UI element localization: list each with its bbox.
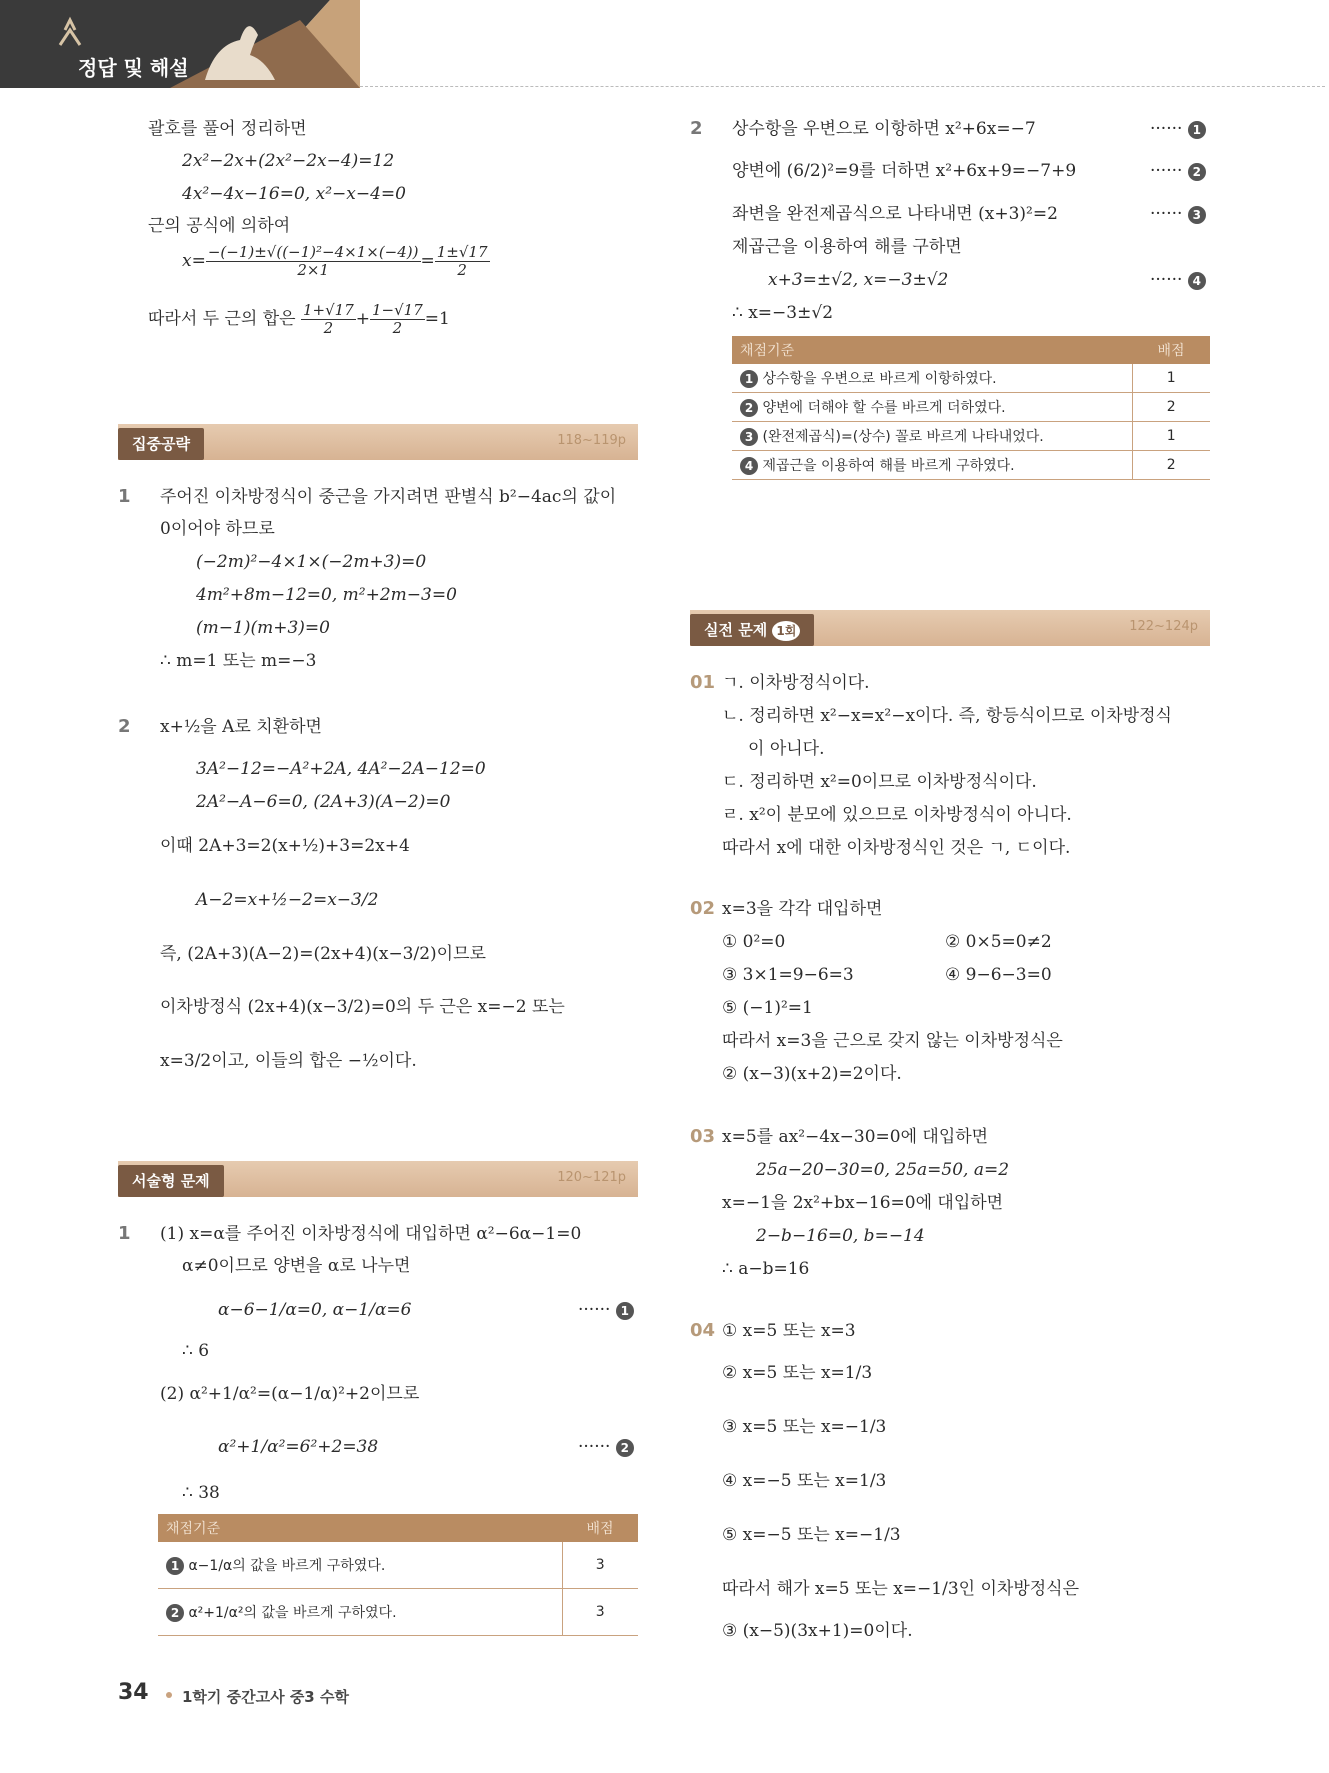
section-label: 집중공략 xyxy=(118,428,204,460)
step-marker: ······ 2 xyxy=(1150,160,1206,182)
step-number-icon: 4 xyxy=(740,457,758,475)
table-row xyxy=(732,393,1210,422)
step-number-icon: 1 xyxy=(616,1302,634,1320)
denominator: 2 xyxy=(457,261,467,279)
answer-line: ∴ 6 xyxy=(182,1341,210,1361)
equation: 4m²+8m−12=0, m²+2m−3=0 xyxy=(196,585,457,605)
step-number-icon: 2 xyxy=(166,1604,184,1622)
step-number-icon: 3 xyxy=(1188,206,1206,224)
criterion: 양변에 더해야 할 수를 바르게 더하였다. xyxy=(762,400,1006,416)
answer-line: ∴ m=1 또는 m=−3 xyxy=(160,651,317,671)
scoring-table xyxy=(732,336,1210,480)
question-number: 2 xyxy=(118,716,131,737)
round-badge: 1회 xyxy=(772,621,800,641)
question-number: 2 xyxy=(690,118,703,139)
page-range: 120~121p xyxy=(557,1170,626,1185)
text-line: (1) x=α를 주어진 이차방정식에 대입하면 α²−6α−1=0 xyxy=(160,1224,582,1244)
table-row xyxy=(732,451,1210,480)
equation: (m−1)(m+3)=0 xyxy=(196,618,330,638)
equation: 3A²−12=−A²+2A, 4A²−2A−12=0 xyxy=(196,759,486,779)
equation: (−2m)²−4×1×(−2m+3)=0 xyxy=(196,552,427,572)
denominator: 2 xyxy=(392,319,403,337)
footer-dot xyxy=(166,1692,172,1698)
option: ③ x=5 또는 x=−1/3 xyxy=(722,1417,887,1437)
step-number-icon: 3 xyxy=(740,428,758,446)
score: 2 xyxy=(1132,393,1210,422)
step-marker: ······ 4 xyxy=(1150,269,1206,291)
section-banner xyxy=(690,610,1210,646)
problem-number: 04 xyxy=(690,1320,716,1341)
question-number: 1 xyxy=(118,486,131,507)
table-row xyxy=(158,1542,638,1589)
result: =1 xyxy=(424,309,450,329)
table-row xyxy=(732,364,1210,393)
score: 1 xyxy=(1132,364,1210,393)
table-header: 배점 xyxy=(562,1514,638,1542)
text-line: 제곱근을 이용하여 해를 구하면 xyxy=(732,237,962,257)
option: ② 0×5=0≠2 xyxy=(945,932,1052,952)
answer-line: ∴ 38 xyxy=(182,1483,220,1503)
equation: 2A²−A−6=0, (2A+3)(A−2)=0 xyxy=(196,792,451,812)
text-line: ㄴ. 정리하면 x²−x=x²−x이다. 즉, 항등식이므로 이차방정식 xyxy=(722,706,1172,726)
step-number-icon: 1 xyxy=(740,370,758,388)
score: 3 xyxy=(562,1542,638,1589)
text-line: 이때 2A+3=2(x+½)+3=2x+4 xyxy=(160,836,410,856)
table-header: 채점기준 xyxy=(732,336,1132,364)
text-line: 좌변을 완전제곱식으로 나타내면 (x+3)²=2 xyxy=(732,204,1058,224)
sum-line: 따라서 두 근의 합은 $\frac{1+√17}{2}$ + $\frac{1-√17}{2}$ =1 xyxy=(148,301,450,337)
equation: A−2=x+½−2=x−3/2 xyxy=(196,890,379,910)
text-line: α≠0이므로 양변을 α로 나누면 xyxy=(182,1256,411,1276)
equation: 4x²−4x−16=0, x²−x−4=0 xyxy=(182,184,406,204)
step-marker: ······ 2 xyxy=(578,1436,634,1458)
text-line: x=3을 각각 대입하면 xyxy=(722,899,883,919)
problem-number: 01 xyxy=(690,672,716,693)
option: ⑤ (−1)²=1 xyxy=(722,998,813,1018)
option: ④ x=−5 또는 x=1/3 xyxy=(722,1471,887,1491)
question-number: 1 xyxy=(118,1223,131,1244)
equation: x+3=±√2, x=−3±√2 xyxy=(768,270,949,290)
criterion: (완전제곱식)=(상수) 꼴로 바르게 나타내었다. xyxy=(762,429,1044,445)
answer-line: ③ (x−5)(3x+1)=0이다. xyxy=(722,1621,913,1641)
option: ① x=5 또는 x=3 xyxy=(722,1321,856,1341)
denominator: 2 xyxy=(323,319,334,337)
criterion: 상수항을 우변으로 바르게 이항하였다. xyxy=(762,371,997,387)
book-title: 1학기 중간고사 중3 수학 xyxy=(182,1688,349,1706)
table-header: 배점 xyxy=(1132,336,1210,364)
numerator: 1+√17 xyxy=(303,301,354,319)
text-line: 따라서 해가 x=5 또는 x=−1/3인 이차방정식은 xyxy=(722,1579,1080,1599)
numerator: −(−1)±√((−1)²−4×1×(−4)) xyxy=(207,243,419,261)
option: ① 0²=0 xyxy=(722,932,786,952)
option: ③ 3×1=9−6=3 xyxy=(722,965,854,985)
page-range: 118~119p xyxy=(557,433,626,448)
text-line: 양변에 (6/2)²=9를 더하면 x²+6x+9=−7+9 xyxy=(732,161,1077,181)
equation: 2−b−16=0, b=−14 xyxy=(756,1226,925,1246)
text-line: 따라서 x에 대한 이차방정식인 것은 ㄱ, ㄷ이다. xyxy=(722,838,1071,858)
text-line: 괄호를 풀어 정리하면 xyxy=(148,119,307,139)
text-line: (2) α²+1/α²=(α−1/α)²+2이므로 xyxy=(160,1384,420,1404)
problem-number: 03 xyxy=(690,1126,716,1147)
header-divider xyxy=(360,86,1325,87)
score: 3 xyxy=(562,1589,638,1636)
equation: 25a−20−30=0, 25a=50, a=2 xyxy=(756,1160,1010,1180)
text-line: x=−1을 2x²+bx−16=0에 대입하면 xyxy=(722,1193,1004,1213)
text-line: 근의 공식에 의하여 xyxy=(148,216,291,236)
section-banner xyxy=(118,1161,638,1197)
equation: α²+1/α²=6²+2=38 xyxy=(218,1437,379,1457)
text-line: ㄷ. 정리하면 x²=0이므로 이차방정식이다. xyxy=(722,772,1037,792)
numerator: 1±√17 xyxy=(436,243,488,261)
section-label-text: 실전 문제 xyxy=(704,621,768,639)
text: 따라서 두 근의 합은 xyxy=(148,309,296,329)
page-range: 122~124p xyxy=(1129,619,1198,634)
text-line: 이 아니다. xyxy=(748,739,825,759)
table-header: 채점기준 xyxy=(158,1514,562,1542)
option: ④ 9−6−3=0 xyxy=(945,965,1052,985)
step-number-icon: 2 xyxy=(1188,163,1206,181)
step-marker: ······ 1 xyxy=(1150,118,1206,140)
equation: 2x²−2x+(2x²−2x−4)=12 xyxy=(182,151,395,171)
text-line: 이차방정식 (2x+4)(x−3/2)=0의 두 근은 x=−2 또는 xyxy=(160,997,565,1017)
score: 1 xyxy=(1132,422,1210,451)
text-line: 상수항을 우변으로 이항하면 x²+6x=−7 xyxy=(732,119,1036,139)
table-row xyxy=(158,1589,638,1636)
criterion: 제곱근을 이용하여 해를 바르게 구하였다. xyxy=(762,458,1015,474)
step-marker: ······ 1 xyxy=(578,1299,634,1321)
step-number-icon: 4 xyxy=(1188,272,1206,290)
text-line: 0이어야 하므로 xyxy=(160,519,275,539)
option: ② x=5 또는 x=1/3 xyxy=(722,1363,873,1383)
step-number-icon: 2 xyxy=(740,399,758,417)
text-line: ㄹ. x²이 분모에 있으므로 이차방정식이 아니다. xyxy=(722,805,1072,825)
header-title: 정답 및 해설 xyxy=(78,56,189,80)
option: ⑤ x=−5 또는 x=−1/3 xyxy=(722,1525,901,1545)
header-graphic xyxy=(0,0,1329,90)
text-line: 주어진 이차방정식이 중근을 가지려면 판별식 b²−4ac의 값이 xyxy=(160,487,617,507)
numerator: 1−√17 xyxy=(372,301,423,319)
step-number-icon: 2 xyxy=(616,1439,634,1457)
page-header xyxy=(0,0,1329,90)
text-line: 따라서 x=3을 근으로 갖지 않는 이차방정식은 xyxy=(722,1031,1063,1051)
answer-line: ∴ a−b=16 xyxy=(722,1259,810,1279)
criterion: α−1/α의 값을 바르게 구하였다. xyxy=(188,1558,386,1574)
text-line: x+½을 A로 치환하면 xyxy=(160,717,322,737)
text-line: x=5를 ax²−4x−30=0에 대입하면 xyxy=(722,1127,989,1147)
text-line: x=3/2이고, 이들의 합은 −½이다. xyxy=(160,1051,417,1071)
text-line: ㄱ. 이차방정식이다. xyxy=(722,673,870,693)
section-label: 서술형 문제 xyxy=(118,1165,224,1197)
score: 2 xyxy=(1132,451,1210,480)
page-number: 34 xyxy=(118,1680,149,1705)
section-label xyxy=(690,614,814,646)
criterion: α²+1/α²의 값을 바르게 구하였다. xyxy=(188,1605,397,1621)
step-marker: ······ 3 xyxy=(1150,203,1206,225)
section-banner xyxy=(118,424,638,460)
answer-line: ∴ x=−3±√2 xyxy=(732,303,834,323)
text-line: 즉, (2A+3)(A−2)=(2x+4)(x−3/2)이므로 xyxy=(160,944,486,964)
table-row xyxy=(732,422,1210,451)
answer-line: ② (x−3)(x+2)=2이다. xyxy=(722,1064,902,1084)
denominator: 2×1 xyxy=(297,261,329,279)
quadratic-formula: x= $\frac{\text{−(−1)±√((−1)²−4×1×(−4))}}{2\times 1}$ = $\frac{1\pm√17}{2}$ xyxy=(182,243,488,279)
problem-number: 02 xyxy=(690,898,716,919)
scoring-table xyxy=(158,1514,638,1636)
equation: α−6−1/α=0, α−1/α=6 xyxy=(218,1300,412,1320)
step-number-icon: 1 xyxy=(166,1557,184,1575)
step-number-icon: 1 xyxy=(1188,121,1206,139)
